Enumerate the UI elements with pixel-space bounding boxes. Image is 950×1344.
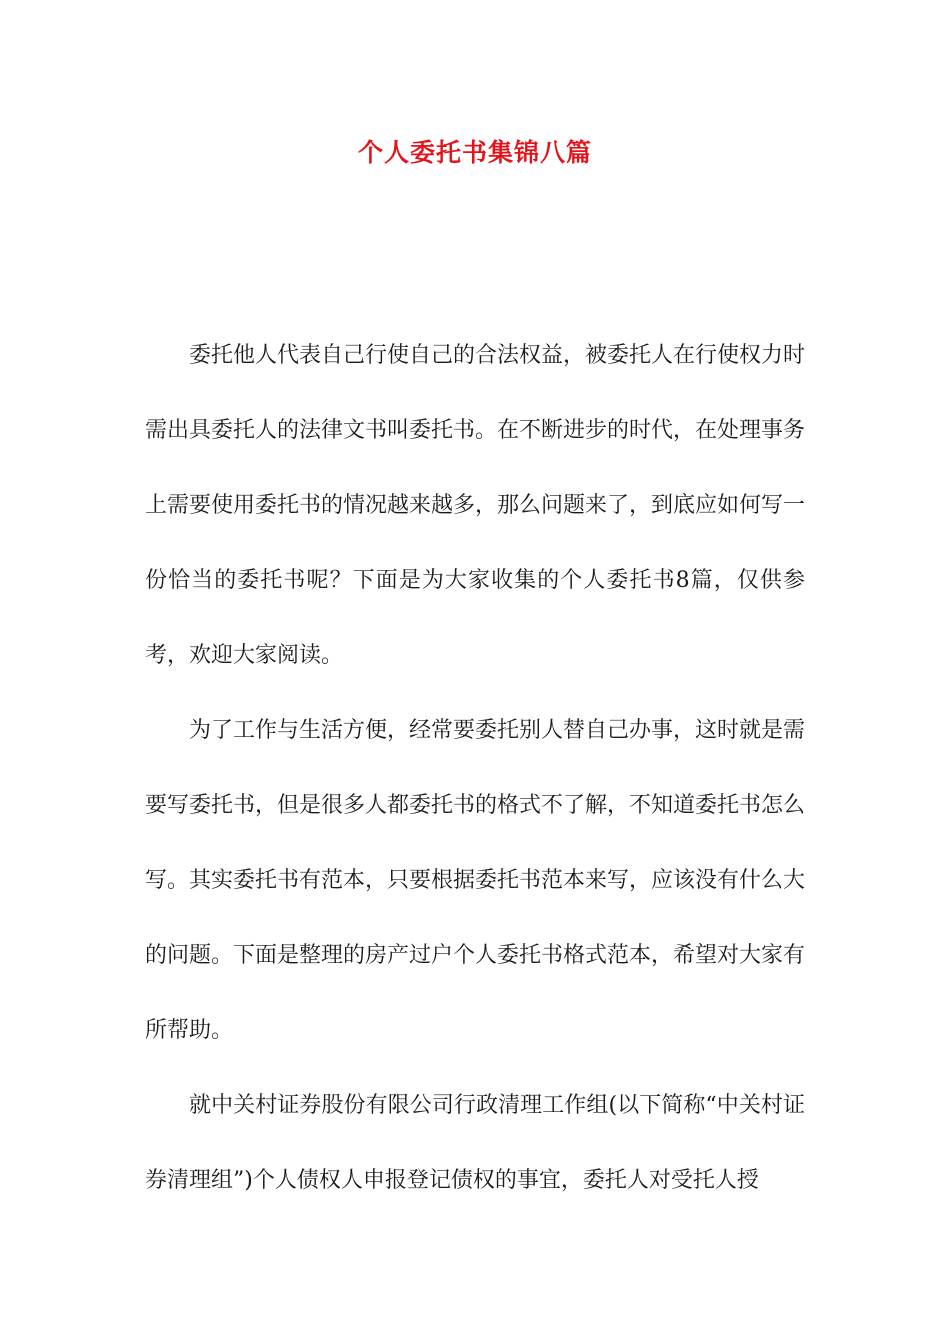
paragraph-intro: 委托他人代表自己行使自己的合法权益，被委托人在行使权力时需出具委托人的法律文书叫委托书。在不断进步的时代，在处理事务上需要使用委托书的情况越来越多，那么问题来了，到底应如何写一份恰当的委托书呢？下面是为大家收集的个人委托书8篇，仅供参考，欢迎大家阅读。 bbox=[145, 343, 806, 668]
document-title: 个人委托书集锦八篇 bbox=[357, 138, 592, 167]
paragraph-example: 就中关村证券股份有限公司行政清理工作组(以下简称“中关村证券清理组”)个人债权人申报登记债权的事宜，委托人对受托人授 bbox=[145, 1093, 805, 1193]
paragraph-purpose: 为了工作与生活方便，经常要委托别人替自己办事，这时就是需要写委托书，但是很多人都委托书的格式不了解，不知道委托书怎么写。其实委托书有范本，只要根据委托书范本来写，应该没有什么大的问题。下面是整理的房产过户个人委托书格式范本，希望对大家有所帮助。 bbox=[145, 718, 806, 1043]
document-body bbox=[145, 318, 805, 1218]
